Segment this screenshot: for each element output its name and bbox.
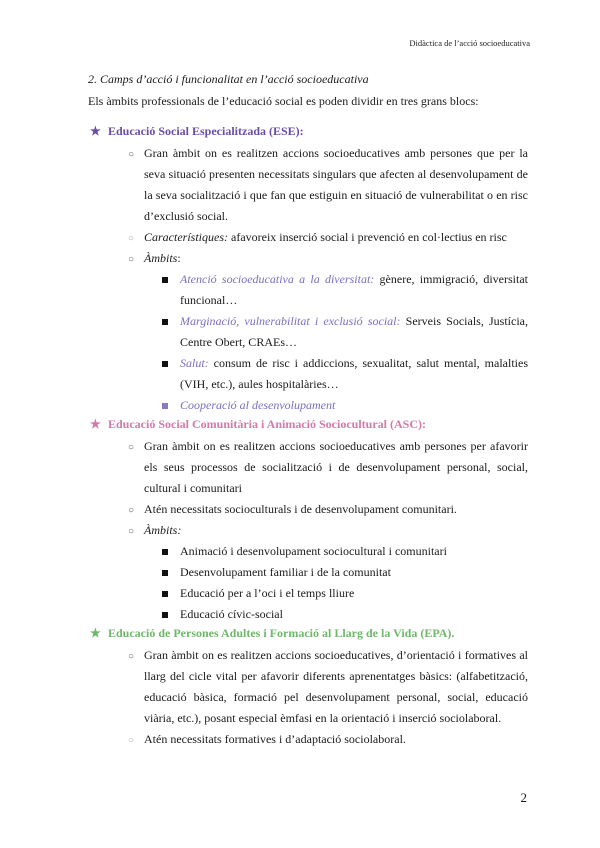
star-icon: ★ (90, 124, 101, 138)
asc-ambits (128, 520, 528, 625)
asc-list (88, 436, 528, 625)
heading-ese (88, 123, 528, 139)
square-bullet-icon (162, 570, 168, 576)
ese-ambits-colon: : (177, 251, 181, 265)
heading-epa-text: Educació de Persones Adultes i Formació al Llarg de la Vida (EPA). (108, 626, 455, 640)
square-bullet-icon (162, 549, 168, 555)
section-intro: Els àmbits professionals de l’educació social es poden dividir en tres grans blocs: (88, 94, 479, 108)
ese-description (128, 143, 528, 227)
list-item (180, 395, 528, 416)
heading-asc (88, 416, 528, 432)
item-label: Cooperació al desenvolupament (180, 398, 336, 412)
epa-description-text: Gran àmbit on es realitzen accions socioeducatives, d’orientació i formatives al llarg del cicle vital per afavorir diferents aprenentatges bàsics: (alfabetització, educació bàsica, formació pel desenvolupament personal, social, educació viària, etc.), posant especial èmfasi en la orientació i inserció sociolaboral. (144, 648, 528, 725)
asc-needs (128, 499, 528, 520)
item-text: Serveis Socials, Justícia, Centre Obert, CRAEs… (180, 314, 528, 349)
asc-ambits-list (144, 541, 528, 625)
square-bullet-icon (162, 591, 168, 597)
ese-ambits (128, 248, 528, 416)
circle-bullet-icon: ○ (128, 505, 135, 516)
item-label: Salut: (180, 356, 209, 370)
ese-characteristics-text: afavoreix inserció social i prevenció en col·lectius en risc (228, 230, 507, 244)
item-text: Desenvolupament familiar i de la comunitat (180, 565, 391, 579)
circle-bullet-icon: ○ (128, 651, 135, 662)
epa-list (88, 645, 528, 750)
circle-bullet-icon: ○ (128, 442, 135, 453)
circle-bullet-icon: ○ (128, 254, 135, 265)
circle-bullet-icon: ○ (128, 735, 135, 746)
item-text: Animació i desenvolupament sociocultural i comunitari (180, 544, 447, 558)
asc-description-text: Gran àmbit on es realitzen accions socioeducatives amb persones per afavorir els seus processos de socialització i de desenvolupament personal, social, cultural i comunitari (144, 439, 528, 495)
item-label: Atenció socioeducativa a la diversitat: (180, 272, 375, 286)
star-icon: ★ (90, 417, 101, 431)
list-item (180, 604, 528, 625)
circle-bullet-icon: ○ (128, 149, 135, 160)
page-number: 2 (520, 790, 527, 805)
square-bullet-icon (162, 361, 168, 367)
list-item (180, 541, 528, 562)
ese-ambits-label: Àmbits (144, 251, 178, 265)
ese-characteristics (128, 227, 528, 248)
heading-asc-text: Educació Social Comunitària i Animació Sociocultural (ASC): (108, 417, 426, 431)
list-item (180, 583, 528, 604)
ese-list (88, 143, 528, 416)
item-text: gènere, immigració, diversitat funcional… (180, 272, 528, 307)
block-epa (88, 625, 528, 750)
running-header: Didàctica de l’acció socioeducativa (409, 38, 530, 48)
epa-needs (128, 729, 528, 750)
star-icon: ★ (90, 626, 101, 640)
circle-bullet-icon: ○ (128, 233, 135, 244)
item-text: Educació cívic-social (180, 607, 283, 621)
block-ese (88, 123, 528, 416)
item-text: Educació per a l’oci i el temps lliure (180, 586, 355, 600)
asc-description (128, 436, 528, 499)
block-asc (88, 416, 528, 625)
list-item (180, 269, 528, 311)
list-item (180, 353, 528, 395)
page-content (88, 71, 528, 750)
heading-ese-text: Educació Social Especialitzada (ESE): (108, 124, 304, 138)
section-title: 2. Camps d’acció i funcionalitat en l’acció socioeducativa (88, 72, 369, 86)
square-bullet-icon (162, 612, 168, 618)
epa-needs-text: Atén necessitats formatives i d’adaptació sociolaboral. (144, 732, 406, 746)
item-label: Marginació, vulnerabilitat i exclusió social: (180, 314, 401, 328)
asc-ambits-label: Àmbits: (144, 523, 182, 537)
list-item (180, 311, 528, 353)
ese-ambits-list (144, 269, 528, 416)
circle-bullet-icon: ○ (128, 526, 135, 537)
ese-characteristics-label: Característiques: (144, 230, 228, 244)
heading-epa (88, 625, 528, 641)
square-bullet-icon (162, 403, 168, 409)
epa-description (128, 645, 528, 729)
list-item (180, 562, 528, 583)
square-bullet-icon (162, 277, 168, 283)
square-bullet-icon (162, 319, 168, 325)
asc-needs-text: Atén necessitats socioculturals i de desenvolupament comunitari. (144, 502, 457, 516)
item-text: consum de risc i addiccions, sexualitat, salut mental, malalties (VIH, etc.), aules hospitalàries… (180, 356, 528, 391)
ese-description-text: Gran àmbit on es realitzen accions socioeducatives amb persones que per la seva situació presenten necessitats singulars que afecten al desenvolupament de la seva socialització i que fan que estiguin en situació de vulnerabilitat o en risc d’exclusió social. (144, 146, 528, 223)
